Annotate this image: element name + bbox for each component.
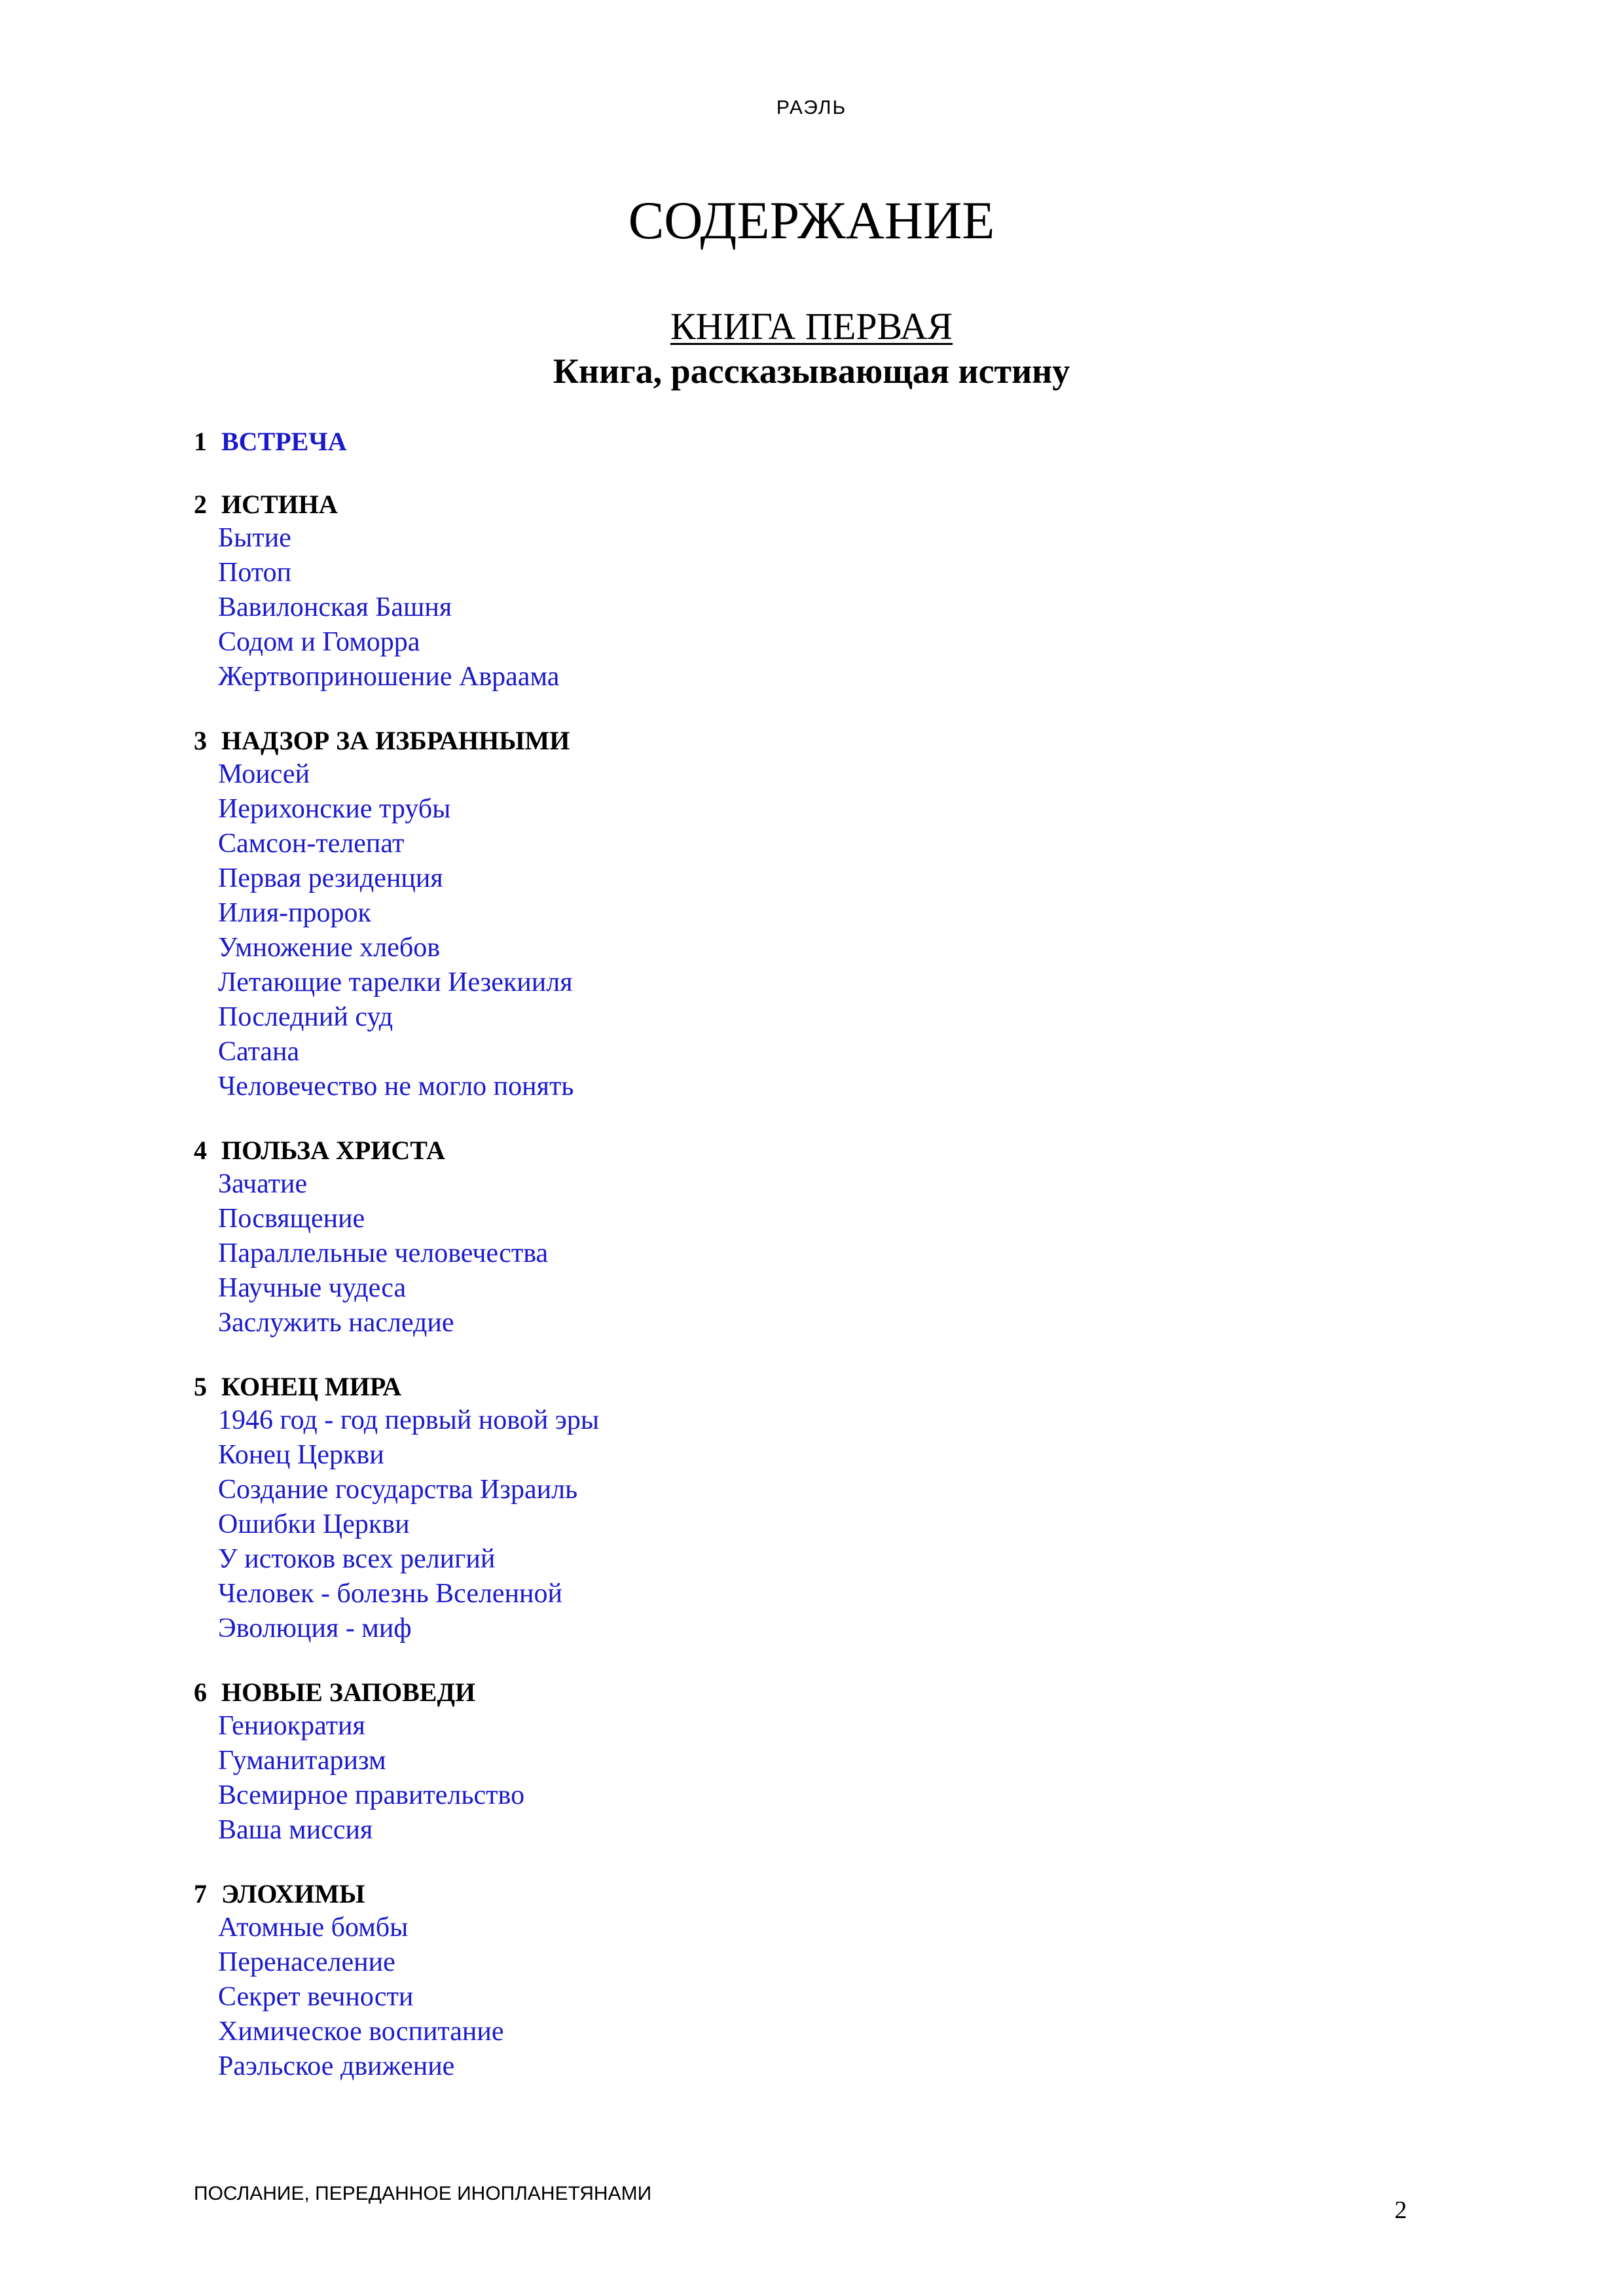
chapter-number: 4 bbox=[194, 1136, 207, 1165]
chapter-heading bbox=[194, 725, 1438, 757]
toc-link[interactable]: Илия-пророк bbox=[218, 898, 371, 928]
chapter-heading bbox=[194, 1676, 1438, 1709]
running-footer: ПОСЛАНИЕ, ПЕРЕДАННОЕ ИНОПЛАНЕТЯНАМИ bbox=[194, 2183, 652, 2204]
chapter-title: КОНЕЦ МИРА bbox=[221, 1372, 402, 1401]
toc-chapter bbox=[194, 1676, 1438, 1848]
toc-chapter bbox=[194, 425, 1438, 458]
chapter-heading bbox=[194, 1371, 1438, 1403]
toc-link[interactable]: Параллельные человечества bbox=[218, 1238, 549, 1268]
toc-link[interactable]: Человек - болезнь Вселенной bbox=[218, 1579, 563, 1609]
chapter-title: НАДЗОР ЗА ИЗБРАННЫМИ bbox=[221, 726, 570, 755]
toc-link[interactable]: Ваша миссия bbox=[218, 1815, 373, 1845]
toc-link[interactable]: Потоп bbox=[218, 558, 292, 588]
chapter-number: 1 bbox=[194, 427, 207, 456]
chapter-items bbox=[194, 1403, 1438, 1646]
toc-link[interactable]: Посвящение bbox=[218, 1204, 365, 1234]
chapter-items bbox=[194, 521, 1438, 694]
chapter-number: 3 bbox=[194, 726, 207, 755]
toc-link[interactable]: Зачатие bbox=[218, 1169, 308, 1199]
chapter-number: 2 bbox=[194, 490, 207, 519]
toc-link[interactable]: Атомные бомбы bbox=[218, 1912, 409, 1943]
toc-link[interactable]: Жертвоприношение Авраама bbox=[218, 662, 560, 692]
toc-link[interactable]: Научные чудеса bbox=[218, 1273, 407, 1303]
toc-link[interactable]: Перенаселение bbox=[218, 1947, 395, 1977]
chapter-title: НОВЫЕ ЗАПОВЕДИ bbox=[221, 1677, 476, 1707]
chapter-heading[interactable] bbox=[194, 425, 1438, 458]
toc-link[interactable]: Иерихонские трубы bbox=[218, 794, 451, 824]
toc-link[interactable]: Содом и Гоморра bbox=[218, 627, 420, 657]
chapter-items bbox=[194, 757, 1438, 1104]
toc-link[interactable]: Последний суд bbox=[218, 1002, 393, 1032]
toc-chapter bbox=[194, 725, 1438, 1104]
toc-link[interactable]: Гуманитаризм bbox=[218, 1746, 386, 1776]
toc-link[interactable]: Гениократия bbox=[218, 1711, 365, 1741]
toc-link[interactable]: Сатана bbox=[218, 1037, 300, 1067]
toc-link[interactable]: Бытие bbox=[218, 523, 291, 553]
toc-link[interactable]: Умножение хлебов bbox=[218, 933, 441, 963]
toc-link[interactable]: Всемирное правительство bbox=[218, 1780, 525, 1810]
toc-link[interactable]: Конец Церкви bbox=[218, 1440, 384, 1470]
chapter-number: 7 bbox=[194, 1879, 207, 1909]
chapter-title: ПОЛЬЗА ХРИСТА bbox=[221, 1136, 445, 1165]
running-header: РАЭЛЬ bbox=[776, 97, 847, 118]
toc-link[interactable]: Человечество не могло понять bbox=[218, 1071, 574, 1102]
book-title bbox=[0, 305, 1623, 348]
page-number: 2 bbox=[1395, 2197, 1407, 2224]
toc-link[interactable]: Первая резиденция bbox=[218, 863, 443, 893]
toc-link[interactable]: Создание государства Израиль bbox=[218, 1475, 578, 1505]
toc-link[interactable]: 1946 год - год первый новой эры bbox=[218, 1405, 600, 1435]
chapter-items bbox=[194, 1167, 1438, 1340]
toc-link[interactable]: Эволюция - миф bbox=[218, 1613, 412, 1643]
chapter-heading bbox=[194, 488, 1438, 521]
toc-title: СОДЕРЖАНИЕ bbox=[628, 190, 995, 250]
toc-link[interactable]: Вавилонская Башня bbox=[218, 592, 452, 622]
chapter-number: 5 bbox=[194, 1372, 207, 1401]
chapter-items bbox=[194, 1910, 1438, 2084]
table-of-contents bbox=[194, 425, 1438, 2114]
toc-link[interactable]: Моисей bbox=[218, 759, 310, 789]
chapter-title: ЭЛОХИМЫ bbox=[221, 1879, 365, 1909]
toc-link[interactable]: Летающие тарелки Иезекииля bbox=[218, 967, 573, 997]
toc-link[interactable]: Заслужить наследие bbox=[218, 1308, 454, 1338]
toc-chapter bbox=[194, 1371, 1438, 1646]
chapter-heading bbox=[194, 1134, 1438, 1167]
chapter-items bbox=[194, 1709, 1438, 1848]
book-subtitle: Книга, рассказывающая истину bbox=[553, 351, 1070, 391]
toc-link[interactable]: У истоков всех религий bbox=[218, 1544, 496, 1574]
toc-link[interactable]: Секрет вечности bbox=[218, 1982, 414, 2012]
toc-chapter bbox=[194, 1134, 1438, 1340]
toc-chapter bbox=[194, 488, 1438, 694]
chapter-number: 6 bbox=[194, 1677, 207, 1707]
toc-link[interactable]: Ошибки Церкви bbox=[218, 1509, 410, 1539]
chapter-title[interactable]: ВСТРЕЧА bbox=[221, 427, 347, 456]
toc-chapter bbox=[194, 1878, 1438, 2084]
book-title-text: КНИГА ПЕРВАЯ bbox=[670, 305, 953, 348]
chapter-title: ИСТИНА bbox=[221, 490, 338, 519]
chapter-heading bbox=[194, 1878, 1438, 1910]
toc-link[interactable]: Химическое воспитание bbox=[218, 2017, 504, 2047]
toc-link[interactable]: Раэльское движение bbox=[218, 2051, 455, 2081]
toc-link[interactable]: Самсон-телепат bbox=[218, 829, 405, 859]
